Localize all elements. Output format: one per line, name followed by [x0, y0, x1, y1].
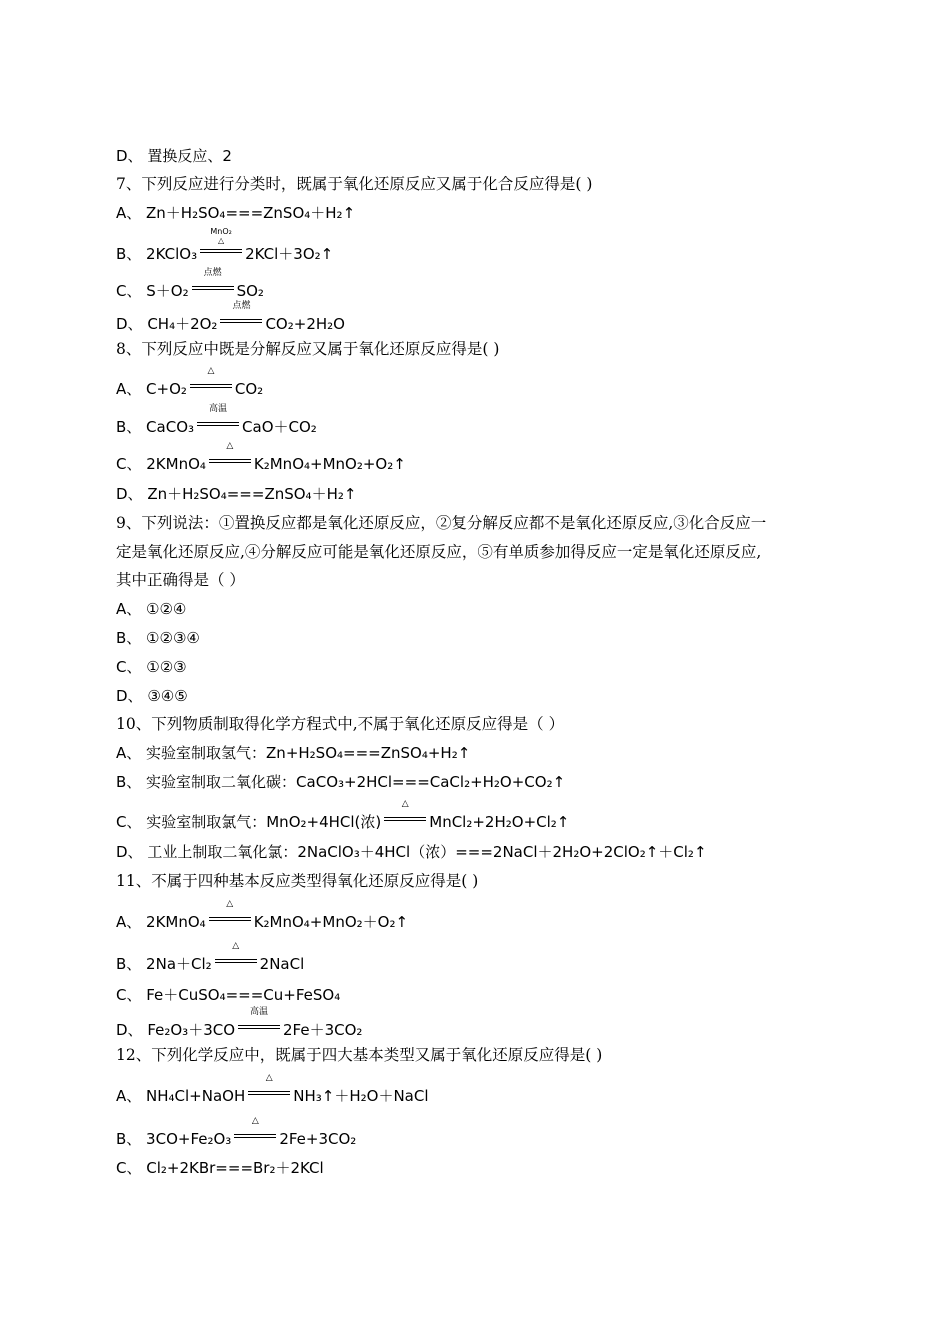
question-11: 11、不属于四种基本反应类型得氧化还原反应得是( ) [116, 872, 479, 890]
option-a-q12: A、 NH₄Cl+NaOH △ NH₃↑＋H₂O＋NaCl [116, 1073, 429, 1105]
option-d-q9: D、 ③④⑤ [116, 687, 188, 705]
option-c-q10: C、 实验室制取氯气：MnO₂+4HCl(浓) △ MnCl₂+2H₂O+Cl₂↑ [116, 799, 570, 831]
option-a-q8: A、 C+O₂ △ CO₂ [116, 366, 264, 398]
reaction-condition: 高温 [195, 412, 241, 432]
question-8: 8、下列反应中既是分解反应又属于氧化还原反应得是( ) [116, 340, 500, 358]
question-10: 10、下列物质制取得化学方程式中,不属于氧化还原反应得是（ ） [116, 715, 565, 733]
option-d-q7: D、 CH₄＋2O₂ 点燃 CO₂+2H₂O [116, 301, 345, 333]
option-b-q8: B、 CaCO₃ 高温 CaO＋CO₂ [116, 404, 317, 436]
question-7: 7、下列反应进行分类时，既属于氧化还原反应又属于化合反应得是( ) [116, 175, 593, 193]
reaction-condition: △ [207, 907, 253, 927]
option-a-q10: A、 实验室制取氢气：Zn+H₂SO₄===ZnSO₄+H₂↑ [116, 744, 471, 762]
option-c-q7: C、 S＋O₂ 点燃 SO₂ [116, 268, 264, 300]
option-c-q11: C、 Fe＋CuSO₄===Cu+FeSO₄ [116, 986, 341, 1004]
option-d-q11: D、 Fe₂O₃＋3CO 高温 2Fe＋3CO₂ [116, 1007, 363, 1039]
option-c-q12: C、 Cl₂+2KBr===Br₂＋2KCl [116, 1159, 324, 1177]
option-c-q9: C、 ①②③ [116, 658, 187, 676]
option-b-q11: B、 2Na＋Cl₂ △ 2NaCl [116, 941, 305, 973]
reaction-condition: △ [207, 449, 253, 469]
question-9-line-2: 定是氧化还原反应,④分解反应可能是氧化还原反应，⑤有单质参加得反应一定是氧化还原反应, [116, 543, 762, 561]
question-9-line-1: 9、下列说法：①置换反应都是氧化还原反应，②复分解反应都不是氧化还原反应,③化合反应一 [116, 514, 767, 532]
reaction-condition: MnO₂ △ [198, 239, 244, 259]
reaction-condition: △ [246, 1081, 292, 1101]
option-c-q8: C、 2KMnO₄ △ K₂MnO₄+MnO₂+O₂↑ [116, 441, 406, 473]
option-b-q7: B、 2KClO₃ MnO₂ △ 2KCl＋3O₂↑ [116, 227, 334, 263]
reaction-condition: 点燃 [190, 276, 236, 296]
reaction-condition: 点燃 [218, 309, 264, 329]
option-a-q9: A、 ①②④ [116, 600, 187, 618]
question-9-line-3: 其中正确得是（ ） [116, 571, 245, 589]
reaction-condition: △ [213, 949, 259, 969]
option-d-q8: D、 Zn＋H₂SO₄===ZnSO₄＋H₂↑ [116, 485, 357, 503]
option-a-q11: A、 2KMnO₄ △ K₂MnO₄+MnO₂＋O₂↑ [116, 899, 409, 931]
option-d-q10: D、 工业上制取二氧化氯：2NaClO₃＋4HCl（浓）===2NaCl＋2H₂O+2ClO₂↑＋Cl₂↑ [116, 843, 707, 861]
reaction-condition: △ [188, 374, 234, 394]
option-d-q6: D、 置换反应、2 [116, 147, 232, 165]
reaction-condition: △ [232, 1124, 278, 1144]
reaction-condition: 高温 [236, 1015, 282, 1035]
option-b-q10: B、 实验室制取二氧化碳：CaCO₃+2HCl===CaCl₂+H₂O+CO₂↑ [116, 773, 566, 791]
question-12: 12、下列化学反应中，既属于四大基本类型又属于氧化还原反应得是( ) [116, 1046, 603, 1064]
option-b-q12: B、 3CO+Fe₂O₃ △ 2Fe+3CO₂ [116, 1116, 357, 1148]
option-b-q9: B、 ①②③④ [116, 629, 200, 647]
reaction-condition: △ [382, 807, 428, 827]
option-a-q7: A、 Zn＋H₂SO₄===ZnSO₄＋H₂↑ [116, 204, 356, 222]
